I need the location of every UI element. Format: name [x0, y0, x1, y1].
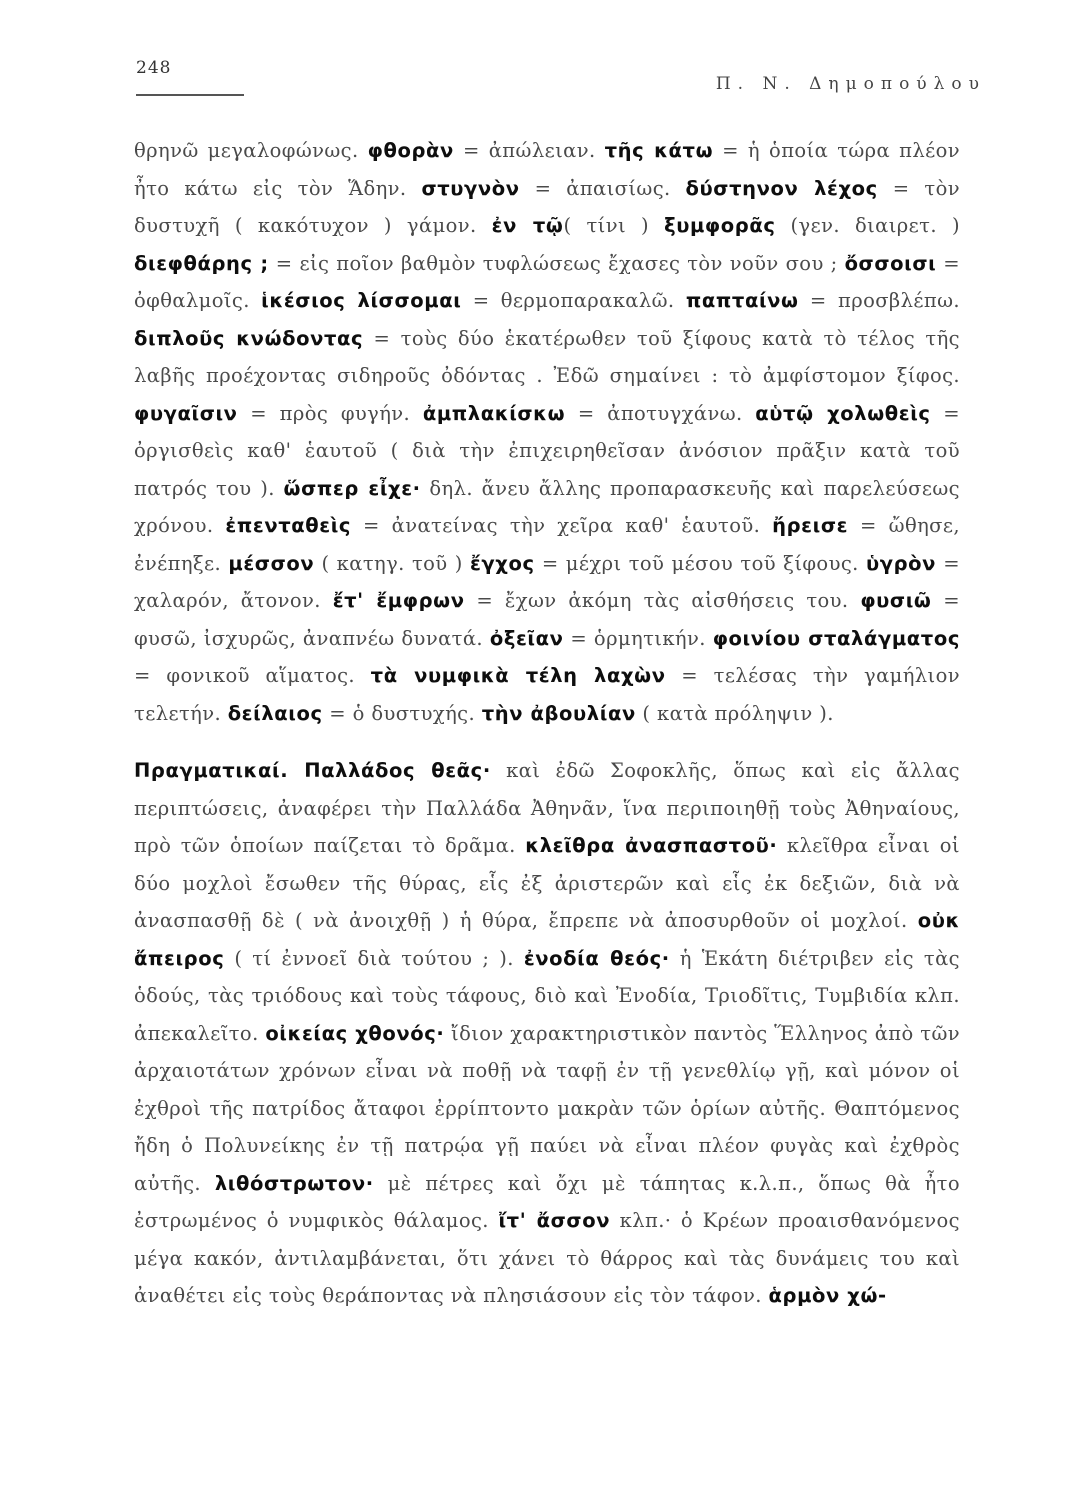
- lemma-term: ἁρμὸν χώ-: [768, 1284, 887, 1307]
- lemma-term: δύστηνον λέχος: [685, 176, 878, 200]
- lemma-gloss: = πρὸς φυγήν.: [237, 401, 423, 425]
- lemma-term: τὰ νυμφικὰ τέλη λαχὼν: [370, 664, 666, 687]
- lemma-gloss: = προσβλέπω.: [798, 289, 960, 312]
- lemma-gloss: = φυσῶ, ἰσχυρῶς, ἀναπνέω δυνατά.: [134, 589, 960, 650]
- lemma-term: τῆς κάτω: [604, 139, 714, 162]
- lemma-term: ἱκέσιος λίσσομαι: [261, 289, 462, 312]
- commentary-paragraph-2: [134, 752, 960, 1315]
- lemma-gloss: ( κατηγ. τοῦ ): [314, 551, 470, 575]
- lemma-gloss: = χαλαρόν, ἄτονον.: [134, 551, 960, 612]
- lemma-gloss: ( τί ἐννοεῖ διὰ τούτου ; ).: [224, 946, 524, 970]
- lemma-term: φυσιῶ: [860, 589, 932, 612]
- running-title: Π. Ν. Δημοπούλου: [715, 74, 986, 94]
- lemma-term: ἔτ' ἔμφρων: [332, 589, 465, 612]
- lemma-term: ἔγχος: [469, 551, 535, 575]
- lemma-gloss: μὲ πέτρες καὶ ὄχι μὲ τάπητας κ.λ.π., ὅπως θὰ ἦτο ἐστρωμένος ὁ νυμφικὸς θάλαμος.: [134, 1171, 960, 1232]
- lemma-term: ὀξεῖαν: [489, 626, 564, 650]
- lemma-term: ἴτ' ἄσσον: [498, 1209, 611, 1232]
- lemma-gloss: κλπ.· ὁ Κρέων προαισθανόμενος μέγα κακόν, ἀντιλαμβάνεται, ὅτι χάνει τὸ θάρρος καὶ τὰς δυνάμεις του καὶ ἀναθέτει εἰς τοὺς θεράποντας νὰ πλησιάσουν εἰς τὸν τάφον.: [134, 1209, 961, 1307]
- lemma-term: ἐπενταθεὶς: [225, 514, 352, 537]
- lemma-gloss: κλεῖθρα εἶναι οἱ δύο μοχλοὶ ἔσωθεν τῆς θύρας, εἷς ἐξ ἀριστερῶν καὶ εἷς ἐκ δεξιῶν, διὰ νὰ ἀνασπασθῇ δὲ ( νὰ ἀνοιχθῇ ) ἡ θύρα, ἔπρεπε νὰ ἀποσυρθοῦν οἱ μοχλοί.: [134, 834, 960, 932]
- lemma-term: οὐκ ἄπειρος: [134, 909, 960, 970]
- lemma-gloss: δηλ. ἄνευ ἄλλης προπαρασκευῆς καὶ παρελεύσεως χρόνου.: [134, 476, 960, 537]
- lemma-gloss: ἡ Ἑκάτη διέτριβεν εἰς τὰς ὁδούς, τὰς τριόδους καὶ τοὺς τάφους, διὸ καὶ Ἐνοδία, Τριοδῖτις, Τυμβιδία κλπ. ἀπεκαλεῖτο.: [134, 946, 960, 1045]
- lemma-gloss: = ὁρμητικήν.: [563, 626, 713, 650]
- lemma-term: διπλοῦς κνώδοντας: [134, 326, 364, 350]
- lemma-term: Πραγματικαί. Παλλάδος θεᾶς·: [134, 759, 491, 782]
- lemma-term: ἤρεισε: [772, 514, 849, 537]
- lemma-gloss: = τὸν δυστυχῆ ( κακότυχον ) γάμον.: [134, 176, 960, 237]
- page-number: 248: [136, 58, 172, 78]
- lemma-term: λιθόστρωτον·: [214, 1171, 374, 1195]
- lemma-gloss: = ἡ ὁποία τώρα πλέον ἦτο κάτω εἰς τὸν Ἅδην.: [134, 139, 961, 200]
- lemma-gloss: θρηνῶ μεγαλοφώνως.: [134, 139, 368, 162]
- lemma-gloss: = ἀνατείνας τὴν χεῖρα καθ' ἑαυτοῦ.: [351, 514, 773, 537]
- lemma-gloss: = ἀπώλειαν.: [453, 139, 605, 162]
- lemma-gloss: = ὁ δυστυχής.: [322, 701, 482, 725]
- lemma-gloss: = τοὺς δύο ἑκατέρωθεν τοῦ ξίφους κατὰ τὸ τέλος τῆς λαβῆς προέχοντας σιδηροῦς ὀδόντας . Ἐδῶ σημαίνει : τὸ ἀμφίστομον ξίφος.: [134, 326, 960, 387]
- lemma-gloss: = ἔχων ἀκόμη τὰς αἰσθήσεις του.: [464, 589, 861, 612]
- commentary-body: [134, 132, 960, 1315]
- page-header: [136, 58, 986, 98]
- lemma-gloss: καὶ ἐδῶ Σοφοκλῆς, ὅπως καὶ εἰς ἄλλας περιπτώσεις, ἀναφέρει τὴν Παλλάδα Ἀθηνᾶν, ἵνα περιποιηθῇ τοὺς Ἀθηναίους, πρὸ τῶν ὁποίων παίζεται τὸ δρᾶμα.: [134, 759, 960, 857]
- lemma-term: ἐν τῷ: [491, 214, 564, 237]
- lemma-term: τὴν ἀβουλίαν: [481, 701, 636, 725]
- lemma-term: αὑτῷ χολωθεὶς: [755, 401, 931, 425]
- lemma-term: ὄσσοισι: [844, 251, 937, 275]
- lemma-gloss: = θερμοπαρακαλῶ.: [461, 289, 686, 312]
- lemma-gloss: = τελέσας τὴν γαμήλιον τελετήν.: [134, 664, 961, 725]
- lemma-term: ξυμφορᾶς: [664, 214, 776, 237]
- lemma-gloss: = φονικοῦ αἵματος.: [134, 664, 371, 687]
- lemma-term: παπταίνω: [685, 289, 799, 312]
- lemma-term: στυγνὸν: [421, 176, 520, 200]
- lemma-gloss: (γεν. διαιρετ. ): [775, 214, 960, 237]
- lemma-gloss: = ὀργισθεὶς καθ' ἑαυτοῦ ( διὰ τὴν ἐπιχειρηθεῖσαν ἀνόσιον πρᾶξιν κατὰ τοῦ πατρός του ).: [134, 401, 960, 500]
- lemma-term: οἰκείας χθονός·: [265, 1021, 445, 1045]
- lemma-gloss: = μέχρι τοῦ μέσου τοῦ ξίφους.: [534, 551, 866, 575]
- lemma-gloss: = ὤθησε, ἐνέπηξε.: [134, 514, 960, 575]
- lemma-term: μέσσον: [228, 551, 315, 575]
- commentary-paragraph-1: [134, 132, 960, 732]
- lemma-term: ὥσπερ εἶχε·: [283, 476, 421, 500]
- lemma-gloss: ἴδιον χαρακτηριστικὸν παντὸς Ἕλληνος ἀπὸ τῶν ἀρχαιοτάτων χρόνων εἶναι νὰ ποθῇ νὰ ταφῇ ἐν τῇ γενεθλίῳ γῇ, καὶ μόνον οἱ ἐχθροὶ τῆς πατρίδος ἄταφοι ἐρρίπτοντο μακρὰν τῶν ὁρίων αὐτῆς. Θαπτόμενος ἤδη ὁ Πολυνείκης ἐν τῇ πατρῴα γῇ παύει νὰ εἶναι πλέον φυγὰς καὶ ἐχθρὸς αὐτῆς.: [134, 1021, 960, 1195]
- header-rule: [136, 94, 244, 96]
- lemma-gloss: ( κατὰ πρόληψιν ).: [635, 701, 834, 725]
- lemma-term: ἀμπλακίσκω: [422, 401, 566, 425]
- lemma-term: δείλαιος: [227, 701, 323, 725]
- lemma-term: ὑγρὸν: [865, 551, 937, 575]
- lemma-term: ἐνοδία θεός·: [523, 946, 670, 970]
- lemma-gloss: ( τίνι ): [563, 214, 665, 237]
- lemma-gloss: = εἰς ποῖον βαθμὸν τυφλώσεως ἔχασες τὸν νοῦν σου ;: [268, 251, 845, 275]
- lemma-gloss: = ὀφθαλμοῖς.: [134, 251, 960, 312]
- lemma-term: διεφθάρης ;: [134, 251, 269, 275]
- lemma-term: φυγαῖσιν: [134, 401, 238, 425]
- lemma-gloss: = ἀποτυγχάνω.: [565, 401, 756, 425]
- lemma-gloss: = ἀπαισίως.: [519, 176, 686, 200]
- lemma-term: φθορὰν: [367, 139, 454, 162]
- lemma-term: κλεῖθρα ἀνασπαστοῦ·: [525, 834, 778, 857]
- lemma-term: φοινίου σταλάγματος: [712, 626, 961, 650]
